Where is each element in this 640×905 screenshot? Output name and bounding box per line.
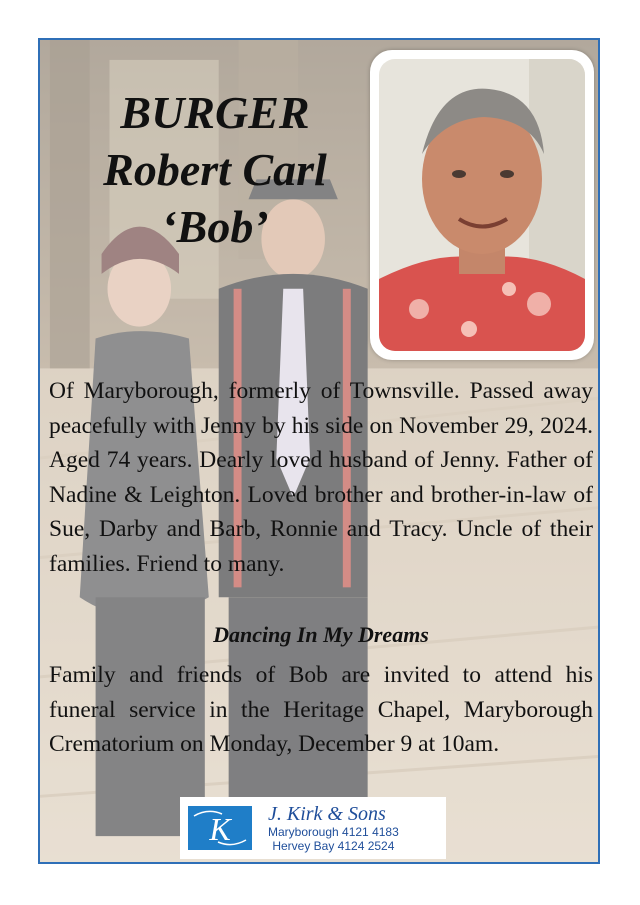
given-names: Robert Carl <box>103 144 327 195</box>
phone-maryborough: Maryborough 4121 4183 <box>268 825 399 839</box>
logo-letter: K <box>209 811 231 847</box>
portrait-frame <box>370 50 594 360</box>
motto: Dancing In My Dreams <box>213 622 429 647</box>
kirk-logo-icon <box>188 806 252 850</box>
notice-frame <box>38 38 600 864</box>
deceased-name <box>70 84 360 255</box>
phone-hervey-bay: Hervey Bay 4124 2524 <box>272 839 395 853</box>
nickname: ‘Bob’ <box>161 201 269 252</box>
surname: BURGER <box>120 87 310 138</box>
service-details: Family and friends of Bob are invited to attend his funeral service in the Heritage Chapel, Maryborough Crematorium on Monday, December 9 at 10am. <box>49 662 593 757</box>
obituary-text: Of Maryborough, formerly of Townsville. Passed away peacefully with Jenny by his side on November 29, 2024. Aged 74 years. Dearly loved husband of Jenny. Father of Nadine & Leighton. Loved brother and brother-in-law of Sue, Darby and Barb, Ronnie and Tracy. Uncle of their families. Friend to many. <box>49 378 593 577</box>
portrait-photo <box>379 59 585 351</box>
funeral-director-name: J. Kirk & Sons <box>268 803 386 825</box>
funeral-director-details <box>268 803 399 853</box>
funeral-director-logo <box>180 797 446 859</box>
